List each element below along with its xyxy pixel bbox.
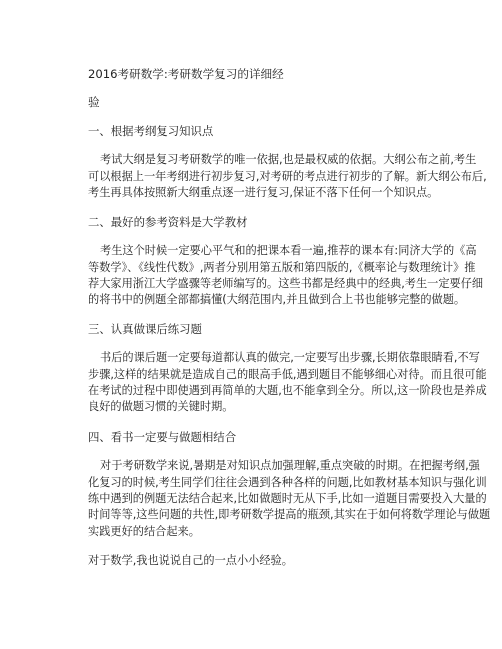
section-4-line-4: 时间等等,这些问题的共性,即考研数学提高的瓶颈,其实在于如何将数学理论与做题 — [88, 508, 491, 521]
section-3-line-1: 书后的课后题一定要每道都认真的做完,一定要写出步骤,长期依靠眼睛看,不写 — [100, 351, 480, 364]
section-2-line-3: 荐大家用浙江大学盛骤等老师编写的。这些书都是经典中的经典,考生一定要仔细 — [88, 277, 484, 290]
document-title-line-2: 验 — [88, 95, 100, 109]
section-4-heading: 四、看书一定要与做题相结合 — [88, 430, 237, 444]
section-1-line-1: 考试大纲是复习考研数学的唯一依据,也是最权威的依据。大纲公布之前,考生 — [100, 153, 477, 166]
section-3-line-3: 在考试的过程中即使遇到再简单的大题,也不能拿到全分。所以,这一阶段也是养成 — [88, 384, 487, 397]
section-4-line-1: 对于考研数学来说,暑期是对知识点加强理解,重点突破的时期。在把握考纲,强 — [100, 459, 480, 472]
section-4-line-3: 练中遇到的例题无法结合起来,比如做题时无从下手,比如一道题目需要投入大量的 — [88, 492, 487, 505]
section-3-line-2: 步骤,这样的结果就是造成自己的眼高手低,遇到题目不能够细心对待。而且很可能 — [88, 368, 487, 381]
closing-line: 对于数学,我也说说自己的一点小小经验。 — [88, 554, 293, 567]
section-4-line-2: 化复习的时候,考生同学们往往会遇到各种各样的问题,比如教材基本知识与强化训 — [88, 476, 487, 489]
section-3-line-4: 良好的做题习惯的关键时期。 — [88, 400, 234, 413]
section-2-line-4: 的将书中的例题全部都搞懂(大纲范围内,并且做到合上书也能够完整的做题。 — [88, 293, 466, 306]
section-2-line-1: 考生这个时候一定要心平气和的把课本看一遍,推荐的课本有:同济大学的《高 — [100, 244, 477, 257]
section-1-heading: 一、根据考纲复习知识点 — [88, 124, 214, 138]
section-1-line-3: 考生再具体按照新大纲重点逐一进行复习,保证不落下任何一个知识点。 — [88, 186, 439, 199]
section-2-line-2: 等数学》、《线性代数》,两者分别用第五版和第四版的,《概率论与数理统计》推 — [88, 261, 476, 274]
section-1-line-2: 可以根据上一年考纲进行初步复习,对考研的考点进行初步的了解。新大纲公布后, — [88, 170, 487, 183]
section-2-heading: 二、最好的参考资料是大学教材 — [88, 215, 248, 229]
section-3-heading: 三、认真做课后练习题 — [88, 322, 202, 336]
section-4-line-5: 实践更好的结合起来。 — [88, 525, 200, 538]
document-title-line-1: 2016考研数学:考研数学复习的详细经 — [88, 67, 284, 81]
